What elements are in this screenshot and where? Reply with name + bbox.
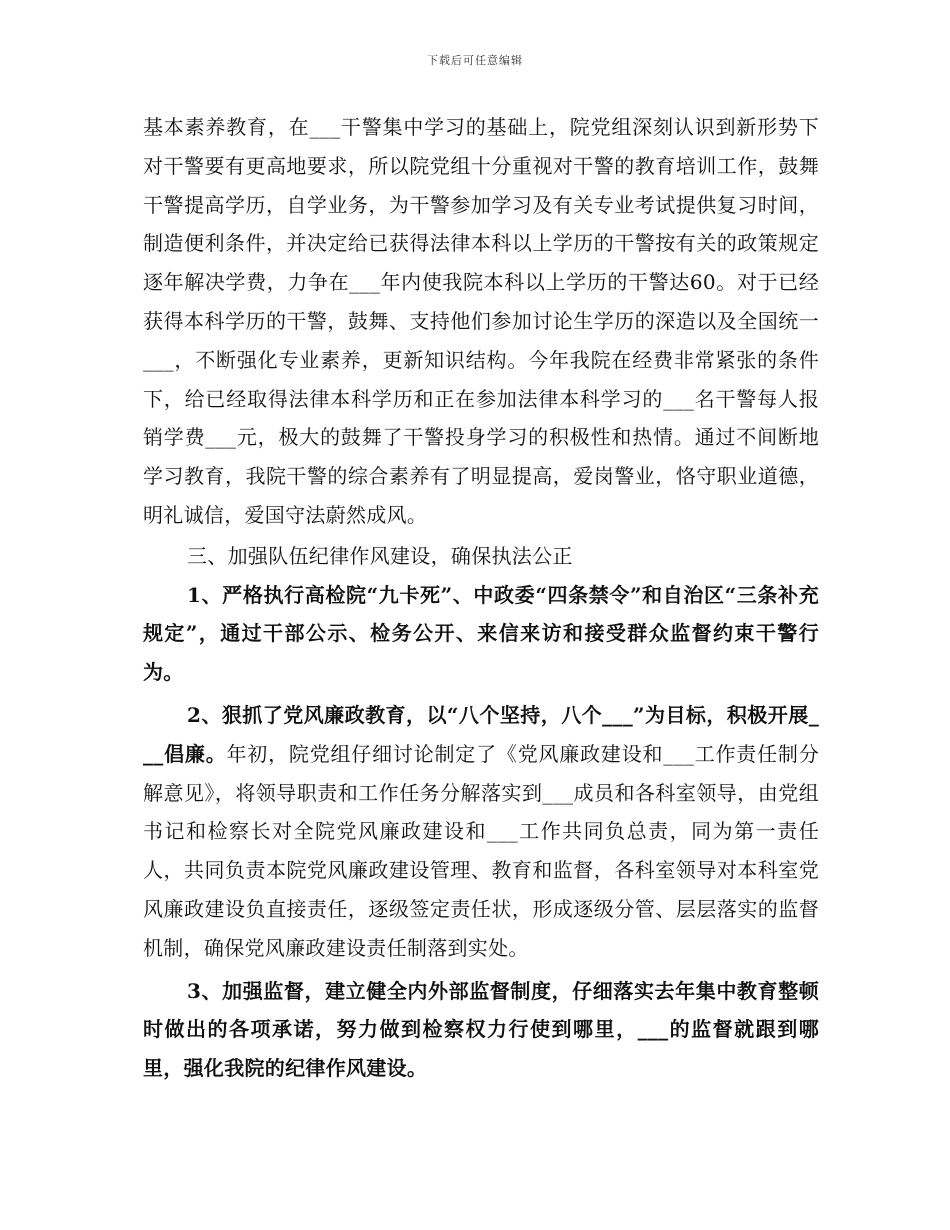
- list-item-3: 3、加强监督，建立健全内外部监督制度，仔细落实去年集中教育整顿时做出的各项承诺，努力做到检察权力行使到哪里，___的监督就跟到哪里，强化我院的纪律作风建设。: [143, 978, 819, 1081]
- list-item-1: 1、严格执行高检院“九卡死”、中政委“四条禁令”和自治区“三条补充规定”，通过干部公示、检务公开、来信来访和接受群众监督约束干警行为。: [143, 582, 819, 685]
- list-item-2-lead: 2、狠抓了党风廉政教育，以“八个坚持，八个___”为目标，积极开展___倡廉。: [143, 702, 819, 766]
- page-header: 下载后可任意编辑: [427, 54, 523, 67]
- list-item-2: [143, 696, 819, 968]
- list-item-2-body: 年初，院党组仔细讨论制定了《党风廉政建设和___工作责任制分解意见》，将领导职责和工作任务分解落实到___成员和各科室领导，由党组书记和检察长对全院党风廉政建设和___工作共同负总责，同为第一责任人，共同负责本院党风廉政建设管理、教育和监督，各科室领导对本科室党风廉政建设负直接责任，逐级签定责任状，形成逐级分管、层层落实的监督机制，确保党风廉政建设责任制落到实处。: [143, 741, 819, 960]
- document-body: [143, 108, 819, 1088]
- paragraph-continuation: 基本素养教育，在___干警集中学习的基础上，院党组深刻认识到新形势下对干警要有更高地要求，所以院党组十分重视对干警的教育培训工作，鼓舞干警提高学历，自学业务，为干警参加学习及有关专业考试提供复习时间，制造便利条件，并决定给已获得法律本科以上学历的干警按有关的政策规定逐年解决学费，力争在___年内使我院本科以上学历的干警达60。对于已经获得本科学历的干警，鼓舞、支持他们参加讨论生学历的深造以及全国统一___，不断强化专业素养，更新知识结构。今年我院在经费非常紧张的条件下，给已经取得法律本科学历和正在参加法律本科学习的___名干警每人报销学费___元，极大的鼓舞了干警投身学习的积极性和热情。通过不间断地学习教育，我院干警的综合素养有了明显提高，爱岗警业，恪守职业道德，明礼诚信，爱国守法蔚然成风。: [143, 115, 819, 527]
- section-heading: 三、加强队伍纪律作风建设，确保执法公正: [187, 543, 573, 568]
